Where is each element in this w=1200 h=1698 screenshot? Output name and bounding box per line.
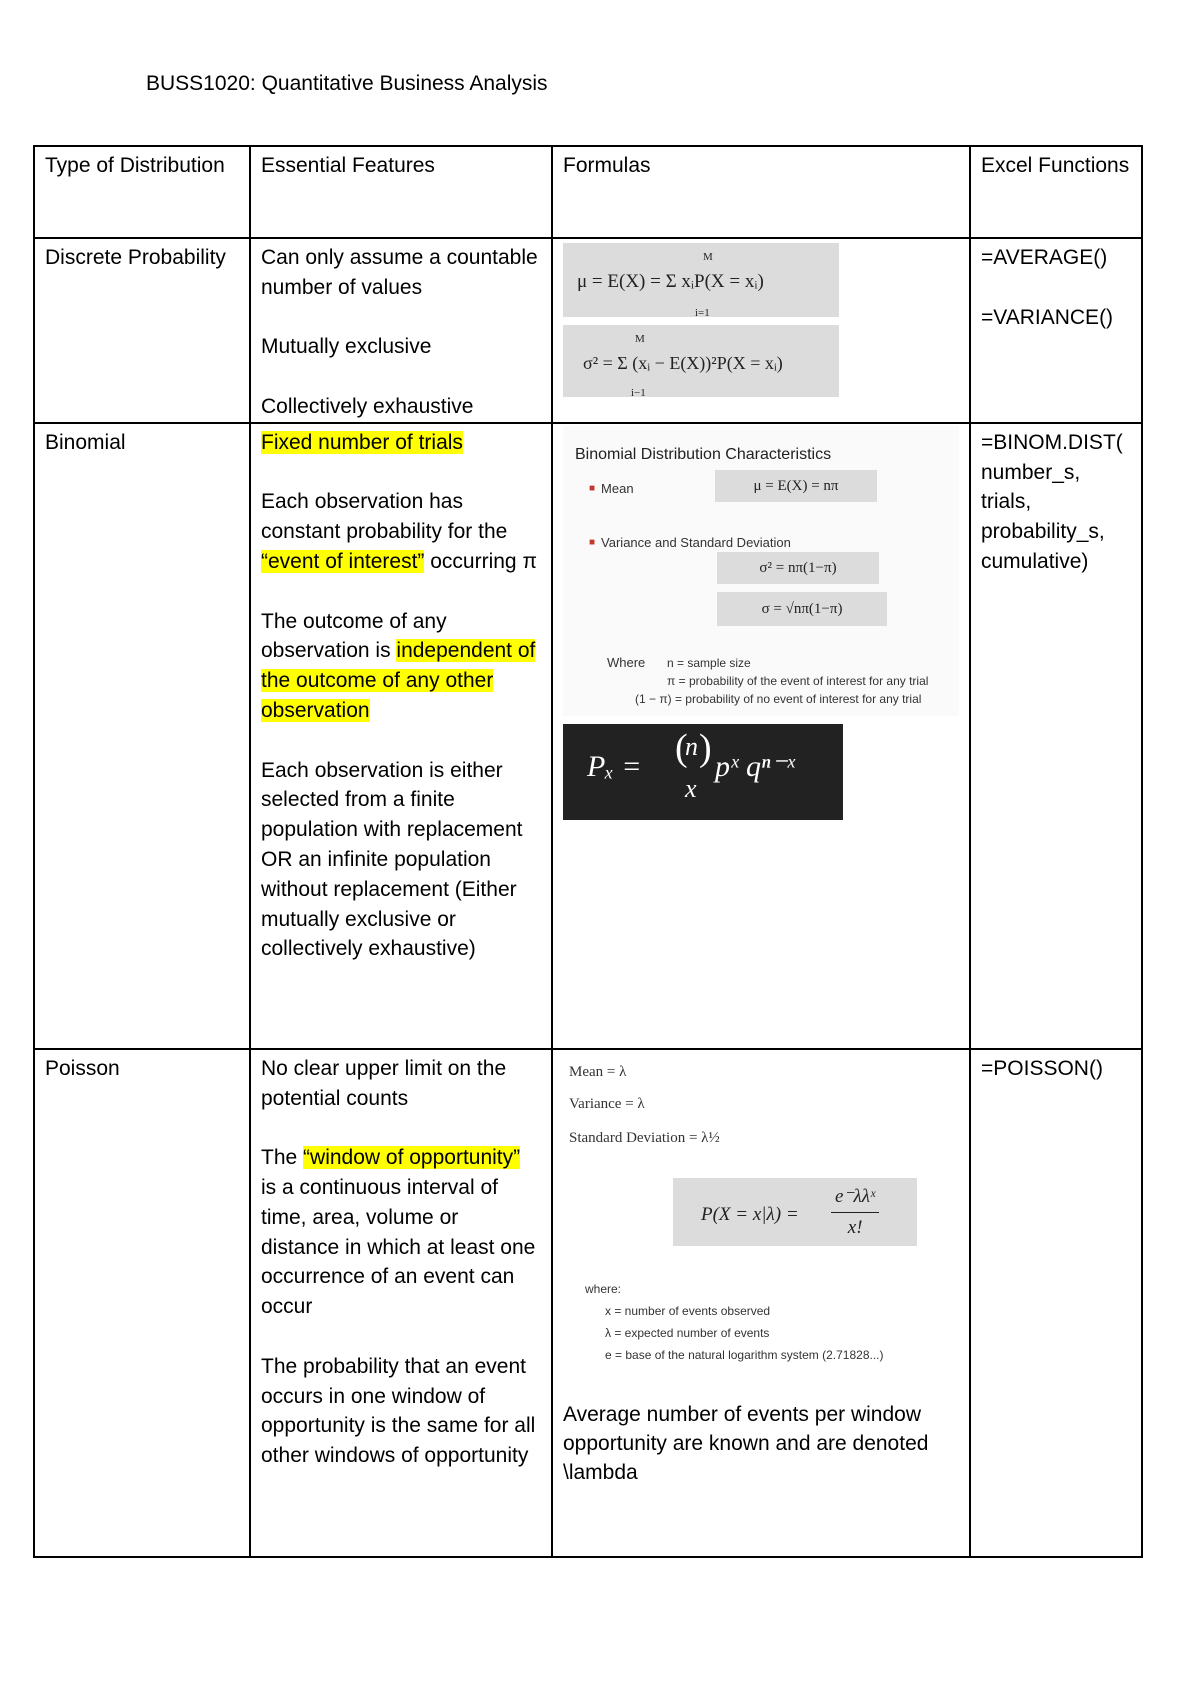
poisson-type: Poisson xyxy=(34,1049,250,1557)
discrete-formulas xyxy=(552,238,970,423)
poisson-features xyxy=(250,1049,552,1557)
binomial-type: Binomial xyxy=(34,423,250,1049)
binomial-pmf-formula xyxy=(563,724,843,820)
feature-item: Mutually exclusive xyxy=(261,335,432,359)
binomial-formulas xyxy=(552,423,970,1049)
discrete-features xyxy=(250,238,552,423)
poisson-pmf-formula xyxy=(673,1178,917,1246)
mean-label: ■ Mean xyxy=(589,480,634,496)
where-item: π = probability of the event of interest for any trial xyxy=(667,673,929,688)
sum-upper-limit: M xyxy=(703,251,713,263)
open-paren: ( xyxy=(675,726,688,769)
header-excel: Excel Functions xyxy=(970,146,1142,238)
poisson-formulas xyxy=(552,1049,970,1557)
excel-function: =AVERAGE() xyxy=(981,246,1108,269)
pmf-fraction xyxy=(831,1182,879,1243)
header-features: Essential Features xyxy=(250,146,552,238)
pmf-rhs: pˣ qⁿ⁻ˣ xyxy=(715,749,795,783)
poisson-excel: =POISSON() xyxy=(970,1049,1142,1557)
where-item: λ = expected number of events xyxy=(605,1325,770,1340)
variance-formula xyxy=(563,325,839,397)
pmf-binom-top: n xyxy=(685,731,698,761)
feature-item: No clear upper limit on the potential counts xyxy=(261,1056,507,1110)
expected-value-formula xyxy=(563,243,839,317)
poisson-sd: Standard Deviation = λ½ xyxy=(569,1129,720,1146)
feature-item: Each observation is either selected from a finite population with replacement OR an infinite population without replacement (Either mutually exclusive or collectively exhaustive) xyxy=(261,758,523,961)
document-title: BUSS1020: Quantitative Business Analysis xyxy=(146,72,548,95)
poisson-variance: Variance = λ xyxy=(569,1095,645,1112)
feature-item: The probability that an event occurs in one window of opportunity is the same for all other windows of opportunity xyxy=(261,1354,536,1468)
excel-function: =VARIANCE() xyxy=(981,305,1114,329)
poisson-note: Average number of events per window opportunity are known and are denoted \lambda xyxy=(563,1402,929,1484)
header-type: Type of Distribution xyxy=(34,146,250,238)
poisson-mean: Mean = λ xyxy=(569,1063,627,1080)
row-poisson xyxy=(34,1049,1142,1557)
pmf-denominator: x! xyxy=(847,1216,863,1238)
header-formulas: Formulas xyxy=(552,146,970,238)
pmf-lhs: Pₓ = xyxy=(587,749,642,783)
expected-value-text: μ = E(X) = Σ xᵢP(X = xᵢ) xyxy=(577,271,764,292)
where-label: where: xyxy=(585,1281,622,1296)
where-item: x = number of events observed xyxy=(605,1303,771,1318)
characteristics-title: Binomial Distribution Characteristics xyxy=(575,445,832,463)
feature-item: Each observation has constant probability for the “event of interest” occurring π xyxy=(261,490,537,573)
feature-item: Fixed number of trials xyxy=(261,430,463,454)
sum-lower-limit: i=1 xyxy=(695,307,710,319)
where-item: e = base of the natural logarithm system (2.71828...) xyxy=(605,1347,884,1362)
close-paren: ) xyxy=(699,726,712,769)
distribution-table xyxy=(33,145,1143,1558)
header-row xyxy=(34,146,1142,238)
discrete-type: Discrete Probability xyxy=(34,238,250,423)
variance-text: σ² = Σ (xᵢ − E(X))²P(X = xᵢ) xyxy=(583,353,783,373)
binomial-mean-formula: μ = E(X) = nπ xyxy=(715,470,877,502)
feature-item: The “window of opportunity” is a continuous interval of time, area, volume or distance in which at least one occurrence of an event can occur xyxy=(261,1146,536,1319)
feature-item: The outcome of any observation is independent of the outcome of any other observation xyxy=(261,609,536,722)
binomial-features xyxy=(250,423,552,1049)
sum-lower-limit: i−1 xyxy=(631,387,646,399)
binomial-characteristics xyxy=(563,426,959,716)
binomial-variance-formula: σ² = nπ(1−π) xyxy=(717,552,879,584)
pmf-lhs: P(X = x|λ) = xyxy=(701,1203,799,1225)
where-label: Where xyxy=(607,654,646,670)
where-item: (1 − π) = probability of no event of interest for any trial xyxy=(635,691,922,706)
binomial-sd-formula: σ = √nπ(1−π) xyxy=(717,592,887,626)
feature-item: Collectively exhaustive xyxy=(261,394,474,418)
where-item: n = sample size xyxy=(667,655,751,670)
sum-upper-limit: M xyxy=(635,333,645,345)
row-discrete xyxy=(34,238,1142,423)
pmf-binom-bottom: x xyxy=(685,773,697,803)
binomial-excel: =BINOM.DIST( number_s, trials, probability_s, cumulative) xyxy=(970,423,1142,1049)
feature-item: Can only assume a countable number of values xyxy=(261,246,538,299)
variance-label: ■ Variance and Standard Deviation xyxy=(589,534,791,550)
discrete-excel xyxy=(970,238,1142,423)
pmf-numerator: e⁻λλˣ xyxy=(831,1182,879,1213)
row-binomial xyxy=(34,423,1142,1049)
